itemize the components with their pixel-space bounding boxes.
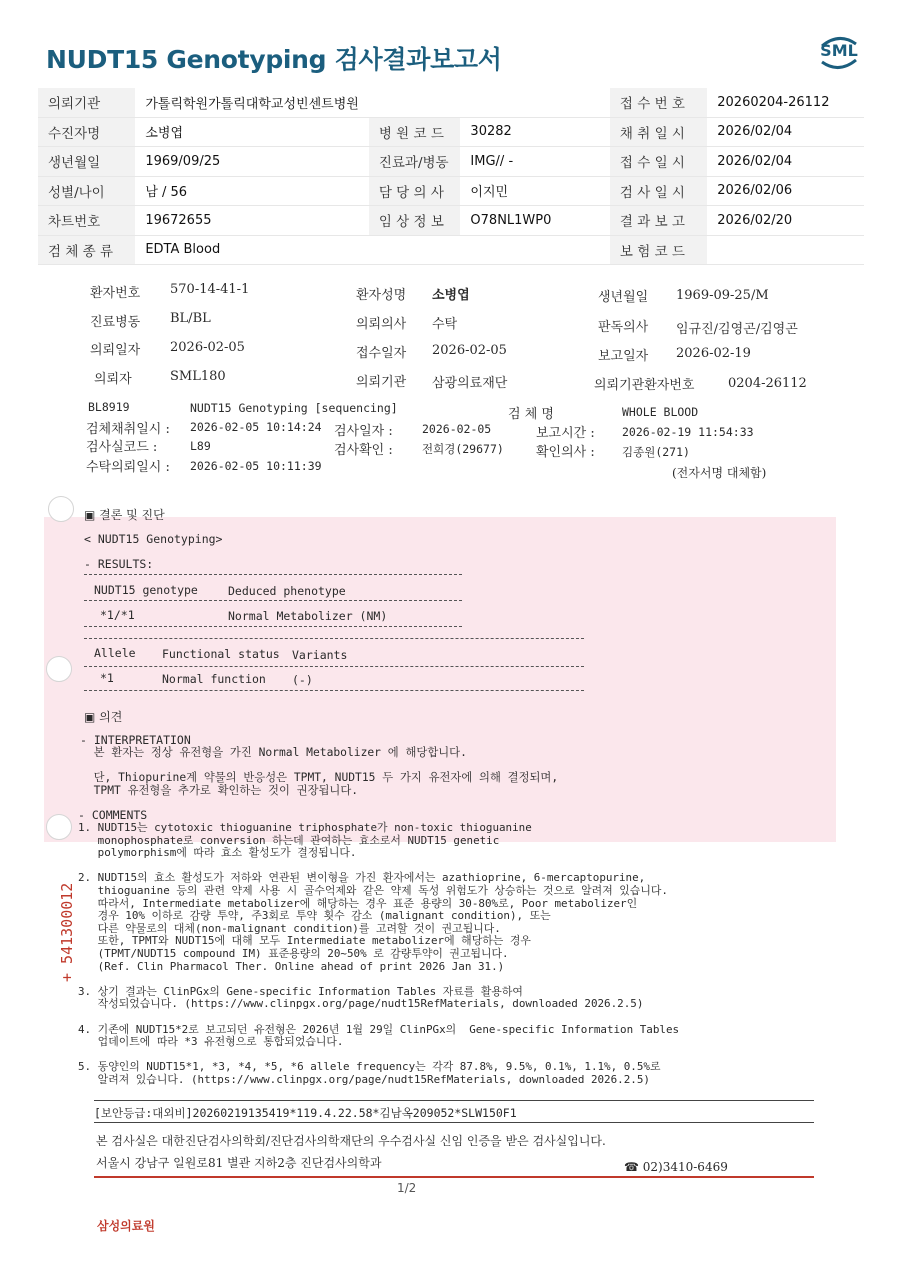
text-line bbox=[78, 1011, 679, 1024]
label: 판독의사 bbox=[598, 320, 649, 335]
scanned-report bbox=[0, 270, 900, 1270]
value: L89 bbox=[190, 439, 211, 453]
info-row bbox=[38, 88, 864, 117]
text-line: thioguanine 등의 관련 약제 사용 시 골수억제와 같은 약제 독성 위험도가 상승하는 것으로 알려져 있습니다. bbox=[78, 883, 668, 897]
value: 김종원(271) bbox=[622, 445, 690, 459]
col-header: Allele bbox=[94, 646, 136, 660]
punch-hole bbox=[46, 656, 72, 682]
info-row bbox=[38, 235, 864, 265]
label: 환자번호 bbox=[90, 286, 141, 301]
interpretation-label: - INTERPRETATION bbox=[80, 733, 191, 747]
field-label: 병 원 코 드 bbox=[369, 117, 461, 147]
text-line: 경우 10% 이하로 감량 투약, 주3회로 투약 횟수 감소 (malignant condition), 또는 bbox=[78, 909, 551, 923]
text-line bbox=[78, 973, 679, 986]
interpretation-text bbox=[80, 747, 558, 797]
test-code: BL8919 bbox=[88, 400, 130, 414]
value: 1969-09-25/M bbox=[676, 288, 769, 303]
divider bbox=[84, 600, 462, 601]
lab-address: 서울시 강남구 일원로81 별관 지하2층 진단검사의학과 bbox=[96, 1156, 382, 1170]
value: 2026-02-05 bbox=[422, 422, 492, 436]
field-label: 임 상 정 보 bbox=[369, 206, 461, 236]
value: 수탁 bbox=[432, 317, 458, 332]
vertical-number: + 541300012 bbox=[58, 882, 76, 982]
label: 의뢰의사 bbox=[356, 317, 407, 332]
hospital-logo: 삼성의료원 bbox=[97, 1219, 155, 1233]
label: 의뢰기관 bbox=[356, 375, 407, 390]
genotype-value: *1/*1 bbox=[100, 608, 135, 622]
divider bbox=[84, 574, 462, 575]
logo-text: SML bbox=[820, 41, 858, 60]
label: 검체채취일시 : bbox=[86, 422, 170, 437]
field-value bbox=[707, 235, 864, 265]
security-line: [보안등급:대외비]20260219135419*119.4.22.58*김남옥209052*SLW150F1 bbox=[94, 1106, 517, 1120]
value: BL/BL bbox=[170, 311, 211, 326]
patient-info-table bbox=[38, 88, 864, 265]
section-heading: ▣ 의견 bbox=[84, 710, 123, 724]
test-title: < NUDT15 Genotyping> bbox=[84, 532, 223, 546]
text-line: (TPMT/NUDT15 compound IM) 표준용량의 20~50% 로 감량투약이 권고됩니다. bbox=[78, 946, 509, 960]
field-value: 20260204-26112 bbox=[707, 88, 864, 117]
field-label: 채 취 일 시 bbox=[610, 117, 707, 147]
label: 검사일자 : bbox=[334, 424, 393, 439]
field-value: 30282 bbox=[460, 117, 610, 147]
sml-logo bbox=[814, 30, 864, 76]
text-line: polymorphism에 따라 효소 활성도가 결정됩니다. bbox=[78, 846, 357, 860]
field-label: 결 과 보 고 bbox=[610, 206, 707, 236]
text-line: 단, Thiopurine계 약물의 반응성은 TPMT, NUDT15 두 가지 유전자에 의해 결정되며, bbox=[80, 771, 559, 785]
divider bbox=[84, 626, 462, 627]
field-value: 2026/02/04 bbox=[707, 117, 864, 147]
variant-value: (-) bbox=[292, 673, 313, 687]
field-value: IMG// - bbox=[460, 147, 610, 177]
label: 검 체 명 bbox=[508, 407, 554, 422]
divider bbox=[84, 666, 584, 667]
value: 0204-26112 bbox=[728, 376, 807, 391]
col-header: Deduced phenotype bbox=[228, 584, 346, 598]
info-row bbox=[38, 206, 864, 236]
field-value: 1969/09/25 bbox=[135, 147, 369, 177]
field-label: 담 당 의 사 bbox=[369, 176, 461, 206]
punch-hole bbox=[48, 496, 74, 522]
field-label: 수진자명 bbox=[38, 117, 135, 147]
value: SML180 bbox=[170, 369, 226, 384]
field-label: 성별/나이 bbox=[38, 176, 135, 206]
text-line: 작성되었습니다. (https://www.clinpgx.org/page/nudt15RefMaterials, downloaded 2026.2.5) bbox=[78, 997, 644, 1011]
text-line: 업데이트에 따라 *3 유전형으로 통합되었습니다. bbox=[78, 1035, 344, 1049]
text-line: 따라서, Intermediate metabolizer에 해당하는 경우 표준 용량의 30-80%로, Poor metabolizer인 bbox=[78, 896, 638, 910]
field-label bbox=[369, 235, 461, 265]
label: 수탁의뢰일시 : bbox=[86, 460, 170, 475]
field-value: 가톨릭학원가톨릭대학교성빈센트병원 bbox=[135, 88, 369, 117]
punch-hole bbox=[46, 814, 72, 840]
function-value: Normal function bbox=[162, 672, 266, 686]
value: 삼광의료재단 bbox=[432, 376, 508, 391]
label: 의뢰기관환자번호 bbox=[594, 378, 695, 393]
info-row bbox=[38, 117, 864, 147]
text-line: 2. NUDT15의 효소 활성도가 저하와 연관된 변이형을 가진 환자에서는 azathioprine, 6-mercaptopurine, bbox=[78, 871, 646, 885]
text-line: (Ref. Clin Pharmacol Ther. Online ahead of print 2026 Jan 31.) bbox=[78, 959, 505, 973]
label: 보고일자 bbox=[598, 349, 649, 364]
value: 전희경(29677) bbox=[422, 442, 504, 456]
value: 소병엽 bbox=[432, 288, 470, 303]
divider bbox=[94, 1100, 814, 1101]
text-line: 3. 상기 결과는 ClinPGx의 Gene-specific Information Tables 자료를 활용하여 bbox=[78, 984, 523, 998]
field-value: 이지민 bbox=[460, 176, 610, 206]
label: 검사확인 : bbox=[334, 443, 393, 458]
label: 보고시간 : bbox=[536, 426, 595, 441]
certification-text: 본 검사실은 대한진단검사의학회/진단검사의학재단의 우수검사실 신임 인증을 받은 검사실입니다. bbox=[96, 1134, 606, 1148]
field-label: 보 험 코 드 bbox=[610, 235, 707, 265]
field-value: 2026/02/06 bbox=[707, 176, 864, 206]
field-label bbox=[369, 88, 461, 117]
field-label: 검 체 종 류 bbox=[38, 235, 135, 265]
info-row bbox=[38, 176, 864, 206]
label: 환자성명 bbox=[356, 288, 407, 303]
label: 확인의사 : bbox=[536, 445, 595, 460]
text-line: 5. 동양인의 NUDT15*1, *3, *4, *5, *6 allele frequency는 각각 87.8%, 9.5%, 0.1%, 1.1%, 0.5%로 bbox=[78, 1060, 661, 1074]
field-value: 남 / 56 bbox=[135, 176, 369, 206]
label: 생년월일 bbox=[598, 290, 649, 305]
text-line: 4. 기존에 NUDT15*2로 보고되던 유전형은 2026년 1월 29일 ClinPGx의 Gene-specific Information Tables bbox=[78, 1022, 680, 1036]
info-row bbox=[38, 147, 864, 177]
label: 의뢰일자 bbox=[90, 343, 141, 358]
value: 2026-02-19 11:54:33 bbox=[622, 425, 754, 439]
divider bbox=[94, 1176, 814, 1178]
field-value: 2026/02/04 bbox=[707, 147, 864, 177]
page-number: 1/2 bbox=[397, 1181, 417, 1195]
text-line: 다른 약물로의 대체(non-malignant condition)를 고려할 것이 권고됩니다. bbox=[78, 921, 501, 935]
value: 2026-02-05 bbox=[170, 340, 245, 355]
label: 진료병동 bbox=[90, 315, 141, 330]
value: 2026-02-05 10:14:24 bbox=[190, 420, 322, 434]
divider bbox=[84, 690, 584, 691]
field-label: 생년월일 bbox=[38, 147, 135, 177]
value: 570-14-41-1 bbox=[170, 282, 250, 297]
field-value: 소병엽 bbox=[135, 117, 369, 147]
report-title: NUDT15 Genotyping 검사결과보고서 bbox=[46, 45, 502, 74]
text-line: 알려져 있습니다. (https://www.clinpgx.org/page/nudt15RefMaterials, downloaded 2026.2.5) bbox=[78, 1072, 650, 1086]
field-value: EDTA Blood bbox=[135, 235, 369, 265]
text-line: monophosphate로 conversion 하는데 관여하는 효소로서 NUDT15 genetic bbox=[78, 833, 500, 847]
text-line: 본 환자는 정상 유전형을 가진 Normal Metabolizer 에 해당합니다. bbox=[80, 746, 467, 759]
label: 의뢰자 bbox=[94, 372, 132, 387]
comments-text bbox=[78, 822, 679, 1086]
test-name: NUDT15 Genotyping [sequencing] bbox=[190, 401, 398, 415]
text-line: 1. NUDT15는 cytotoxic thioguanine triphosphate가 non-toxic thioguanine bbox=[78, 821, 532, 834]
col-header: Variants bbox=[292, 648, 348, 662]
label: 접수일자 bbox=[356, 346, 407, 361]
field-label: 접 수 번 호 bbox=[610, 88, 707, 117]
phenotype-value: Normal Metabolizer (NM) bbox=[228, 609, 388, 623]
field-label: 차트번호 bbox=[38, 206, 135, 236]
field-label: 검 사 일 시 bbox=[610, 176, 707, 206]
field-label: 진료과/병동 bbox=[369, 147, 461, 177]
text-line: 또한, TPMT와 NUDT15에 대해 모두 Intermediate metabolizer에 해당하는 경우 bbox=[78, 934, 531, 948]
field-value bbox=[460, 88, 610, 117]
value: WHOLE BLOOD bbox=[622, 405, 699, 419]
value: 2026-02-05 10:11:39 bbox=[190, 459, 322, 473]
divider bbox=[84, 638, 584, 639]
col-header: NUDT15 genotype bbox=[94, 583, 198, 597]
text-line: TPMT 유전형을 추가로 확인하는 것이 권장됩니다. bbox=[80, 783, 359, 797]
allele-value: *1 bbox=[100, 671, 114, 685]
col-header: Functional status bbox=[162, 647, 280, 661]
results-label: - RESULTS: bbox=[84, 557, 154, 571]
field-value: 19672655 bbox=[135, 206, 369, 236]
field-value bbox=[460, 235, 610, 265]
label: 검사실코드 : bbox=[86, 440, 158, 455]
value: 2026-02-05 bbox=[432, 343, 507, 358]
esign-note: (전자서명 대체함) bbox=[672, 466, 767, 480]
value: 2026-02-19 bbox=[676, 346, 751, 361]
value: 임규진/김영곤/김영곤 bbox=[676, 322, 798, 337]
lab-phone: ☎ 02)3410-6469 bbox=[624, 1160, 728, 1174]
comments-label: - COMMENTS bbox=[78, 808, 148, 822]
field-value: 2026/02/20 bbox=[707, 206, 864, 236]
field-label: 의뢰기관 bbox=[38, 88, 135, 117]
divider bbox=[94, 1122, 814, 1123]
field-value: O78NL1WP0 bbox=[460, 206, 610, 236]
field-label: 접 수 일 시 bbox=[610, 147, 707, 177]
section-heading: ▣ 결론 및 진단 bbox=[84, 508, 165, 522]
